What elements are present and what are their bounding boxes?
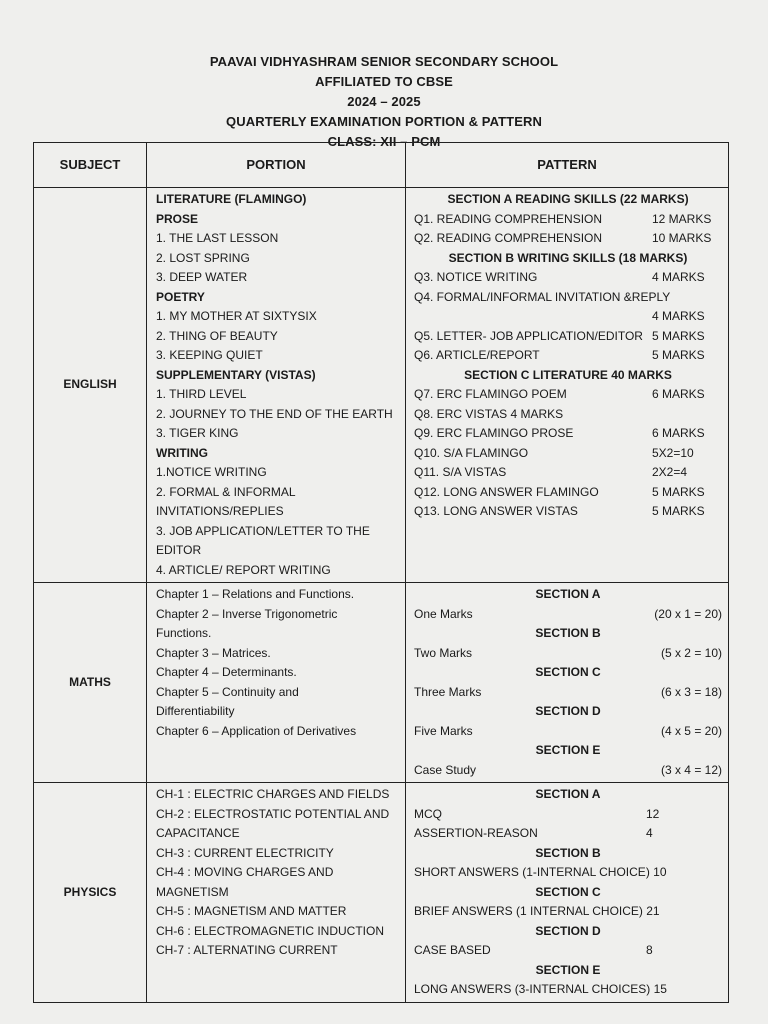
question-label: Q10. S/A FLAMINGO — [414, 445, 529, 460]
marks-value: (5 x 2 = 10) — [660, 645, 722, 660]
marks-label: Two Marks — [414, 645, 473, 660]
question-label: Q2. READING COMPREHENSION — [414, 231, 603, 245]
portion-line: Differentiability — [156, 704, 235, 718]
section-heading: SECTION C — [535, 884, 601, 899]
question-marks: 2X2=4 — [652, 465, 688, 479]
question-label: Q3. NOTICE WRITING — [414, 270, 538, 284]
portion-line: 1. MY MOTHER AT SIXTYSIX — [156, 309, 317, 323]
portion-line: Chapter 4 – Determinants. — [156, 665, 297, 679]
marks-row — [414, 941, 722, 961]
marks-label: CASE BASED — [414, 943, 491, 957]
section-heading: SECTION E — [535, 743, 601, 757]
marks-row — [414, 722, 722, 742]
marks-row — [414, 683, 722, 703]
portion-line: WRITING — [156, 445, 208, 460]
table-row-maths — [34, 583, 729, 783]
question-row — [414, 346, 722, 366]
marks-value: (3 x 4 = 12) — [660, 762, 722, 777]
portion-line: 4. ARTICLE/ REPORT WRITING — [156, 562, 331, 577]
marks-value: 12 — [646, 806, 660, 821]
portion-line: CH-4 : MOVING CHARGES AND — [156, 865, 334, 879]
question-row — [414, 385, 722, 405]
question-row — [414, 229, 722, 249]
marks-value: (4 x 5 = 20) — [660, 723, 722, 738]
marks-row — [414, 824, 722, 844]
question-row — [414, 444, 722, 464]
portion-line: 2. JOURNEY TO THE END OF THE EARTH — [156, 406, 393, 421]
marks-row — [414, 761, 722, 781]
portion-line: 1. THE LAST LESSON — [156, 231, 279, 245]
question-marks: 12 MARKS — [652, 211, 712, 226]
subject-maths: MATHS — [34, 583, 147, 783]
school-name: PAAVAI VIDHYASHRAM SENIOR SECONDARY SCHOOL — [209, 54, 559, 69]
marks-value: (6 x 3 = 18) — [660, 684, 722, 699]
marks-label: SHORT ANSWERS (1-INTERNAL CHOICE) 10 — [414, 865, 667, 879]
question-label: Q11. S/A VISTAS — [414, 465, 507, 479]
question-marks: 5 MARKS — [652, 328, 705, 343]
question-marks: 6 MARKS — [652, 387, 705, 401]
question-label: Q8. ERC VISTAS 4 MARKS — [414, 406, 564, 421]
question-marks: 4 MARKS — [652, 270, 705, 284]
question-marks: 5 MARKS — [652, 504, 705, 518]
portion-line: CH-5 : MAGNETISM AND MATTER — [156, 904, 347, 918]
question-label: Q5. LETTER- JOB APPLICATION/EDITOR — [414, 328, 643, 343]
section-heading: SECTION D — [535, 704, 601, 718]
question-label: Q13. LONG ANSWER VISTAS — [414, 504, 578, 518]
marks-label: ASSERTION-REASON — [414, 826, 538, 840]
question-label: Q12. LONG ANSWER FLAMINGO — [414, 484, 599, 499]
portion-line: CH-1 : ELECTRIC CHARGES AND FIELDS — [156, 787, 390, 801]
marks-row — [414, 605, 722, 625]
marks-value: 4 — [646, 826, 653, 840]
marks-label: Case Study — [414, 762, 477, 777]
table-row-english — [34, 188, 729, 583]
portion-line: LITERATURE (FLAMINGO) — [156, 192, 307, 206]
question-row — [414, 327, 722, 347]
question-row — [414, 502, 722, 522]
question-row — [414, 307, 722, 327]
marks-label: Three Marks — [414, 684, 482, 699]
pattern-english — [406, 188, 729, 583]
section-heading: SECTION A — [535, 787, 601, 801]
document-header — [0, 52, 768, 152]
column-header-subject: SUBJECT — [34, 143, 147, 188]
portion-line: 1.NOTICE WRITING — [156, 465, 267, 479]
portion-line: 3. DEEP WATER — [156, 270, 248, 284]
portion-line: 3. KEEPING QUIET — [156, 348, 263, 362]
marks-row — [414, 644, 722, 664]
question-marks: 4 MARKS — [652, 309, 705, 323]
marks-value: 8 — [646, 943, 653, 957]
portion-line: MAGNETISM — [156, 884, 229, 899]
pattern-maths — [406, 583, 729, 783]
question-marks: 5 MARKS — [652, 348, 705, 362]
question-label: Q6. ARTICLE/REPORT — [414, 348, 540, 362]
portion-line: Chapter 1 – Relations and Functions. — [156, 587, 355, 601]
portion-line: CH-7 : ALTERNATING CURRENT — [156, 943, 338, 957]
question-row — [414, 210, 722, 230]
section-heading: SECTION C LITERATURE 40 MARKS — [464, 367, 672, 382]
question-marks: 10 MARKS — [652, 231, 712, 245]
section-heading: SECTION A — [535, 587, 601, 601]
portion-line: 3. TIGER KING — [156, 426, 239, 440]
portion-line: Functions. — [156, 626, 212, 640]
section-heading: SECTION D — [535, 923, 601, 938]
portion-line: CAPACITANCE — [156, 826, 240, 840]
question-marks: 5 MARKS — [652, 484, 705, 499]
portion-line: 2. FORMAL & INFORMAL — [156, 484, 296, 499]
academic-year: 2024 – 2025 — [347, 94, 421, 109]
portion-line: 2. THING OF BEAUTY — [156, 328, 278, 343]
section-heading: SECTION A READING SKILLS (22 MARKS) — [447, 192, 689, 206]
table-row-physics — [34, 783, 729, 1003]
exam-title: QUARTERLY EXAMINATION PORTION & PATTERN — [226, 114, 542, 129]
portion-maths — [147, 583, 406, 783]
pattern-physics — [406, 783, 729, 1003]
portion-line: CH-3 : CURRENT ELECTRICITY — [156, 845, 334, 860]
subject-physics: PHYSICS — [34, 783, 147, 1003]
section-heading: SECTION E — [535, 962, 601, 977]
portion-line: EDITOR — [156, 543, 202, 557]
question-row — [414, 483, 722, 503]
question-row — [414, 424, 722, 444]
portion-line: POETRY — [156, 289, 205, 304]
section-heading: SECTION C — [535, 665, 601, 679]
portion-line: CH-2 : ELECTROSTATIC POTENTIAL AND — [156, 806, 390, 821]
question-label: Q4. FORMAL/INFORMAL INVITATION &REPLY — [414, 289, 671, 304]
question-label: Q1. READING COMPREHENSION — [414, 211, 603, 226]
portion-line: SUPPLEMENTARY (VISTAS) — [156, 367, 316, 382]
marks-label: MCQ — [414, 806, 442, 821]
marks-label: Five Marks — [414, 723, 473, 738]
portion-line: 2. LOST SPRING — [156, 250, 250, 265]
question-label: Q9. ERC FLAMINGO PROSE — [414, 426, 574, 440]
question-marks: 6 MARKS — [652, 426, 705, 440]
subject-english: ENGLISH — [34, 188, 147, 583]
section-heading: SECTION B — [535, 845, 601, 860]
portion-line: 3. JOB APPLICATION/LETTER TO THE — [156, 523, 370, 538]
portion-pattern-table — [33, 142, 729, 1003]
portion-line: Chapter 3 – Matrices. — [156, 645, 271, 660]
marks-row — [414, 805, 722, 825]
portion-line: Chapter 2 – Inverse Trigonometric — [156, 606, 338, 621]
portion-line: PROSE — [156, 211, 199, 226]
question-marks: 5X2=10 — [652, 445, 694, 460]
table-header-row — [34, 143, 729, 188]
question-row — [414, 463, 722, 483]
question-label: Q7. ERC FLAMINGO POEM — [414, 387, 567, 401]
section-heading: SECTION B — [535, 626, 601, 640]
portion-line: INVITATIONS/REPLIES — [156, 504, 284, 518]
portion-physics — [147, 783, 406, 1003]
portion-line: 1. THIRD LEVEL — [156, 387, 247, 401]
portion-line: Chapter 5 – Continuity and — [156, 684, 299, 699]
section-heading: SECTION B WRITING SKILLS (18 MARKS) — [448, 250, 688, 265]
column-header-pattern: PATTERN — [406, 143, 729, 188]
class-label: CLASS: XII – PCM — [327, 134, 441, 149]
affiliation: AFFILIATED TO CBSE — [315, 74, 453, 89]
marks-label: LONG ANSWERS (3-INTERNAL CHOICES) 15 — [414, 982, 667, 996]
marks-value: (20 x 1 = 20) — [654, 606, 722, 621]
portion-english — [147, 188, 406, 583]
portion-line: Chapter 6 – Application of Derivatives — [156, 723, 357, 738]
column-header-portion: PORTION — [147, 143, 406, 188]
question-row — [414, 268, 722, 288]
marks-label: BRIEF ANSWERS (1 INTERNAL CHOICE) 21 — [414, 904, 660, 918]
portion-line: CH-6 : ELECTROMAGNETIC INDUCTION — [156, 923, 385, 938]
marks-label: One Marks — [414, 606, 473, 621]
